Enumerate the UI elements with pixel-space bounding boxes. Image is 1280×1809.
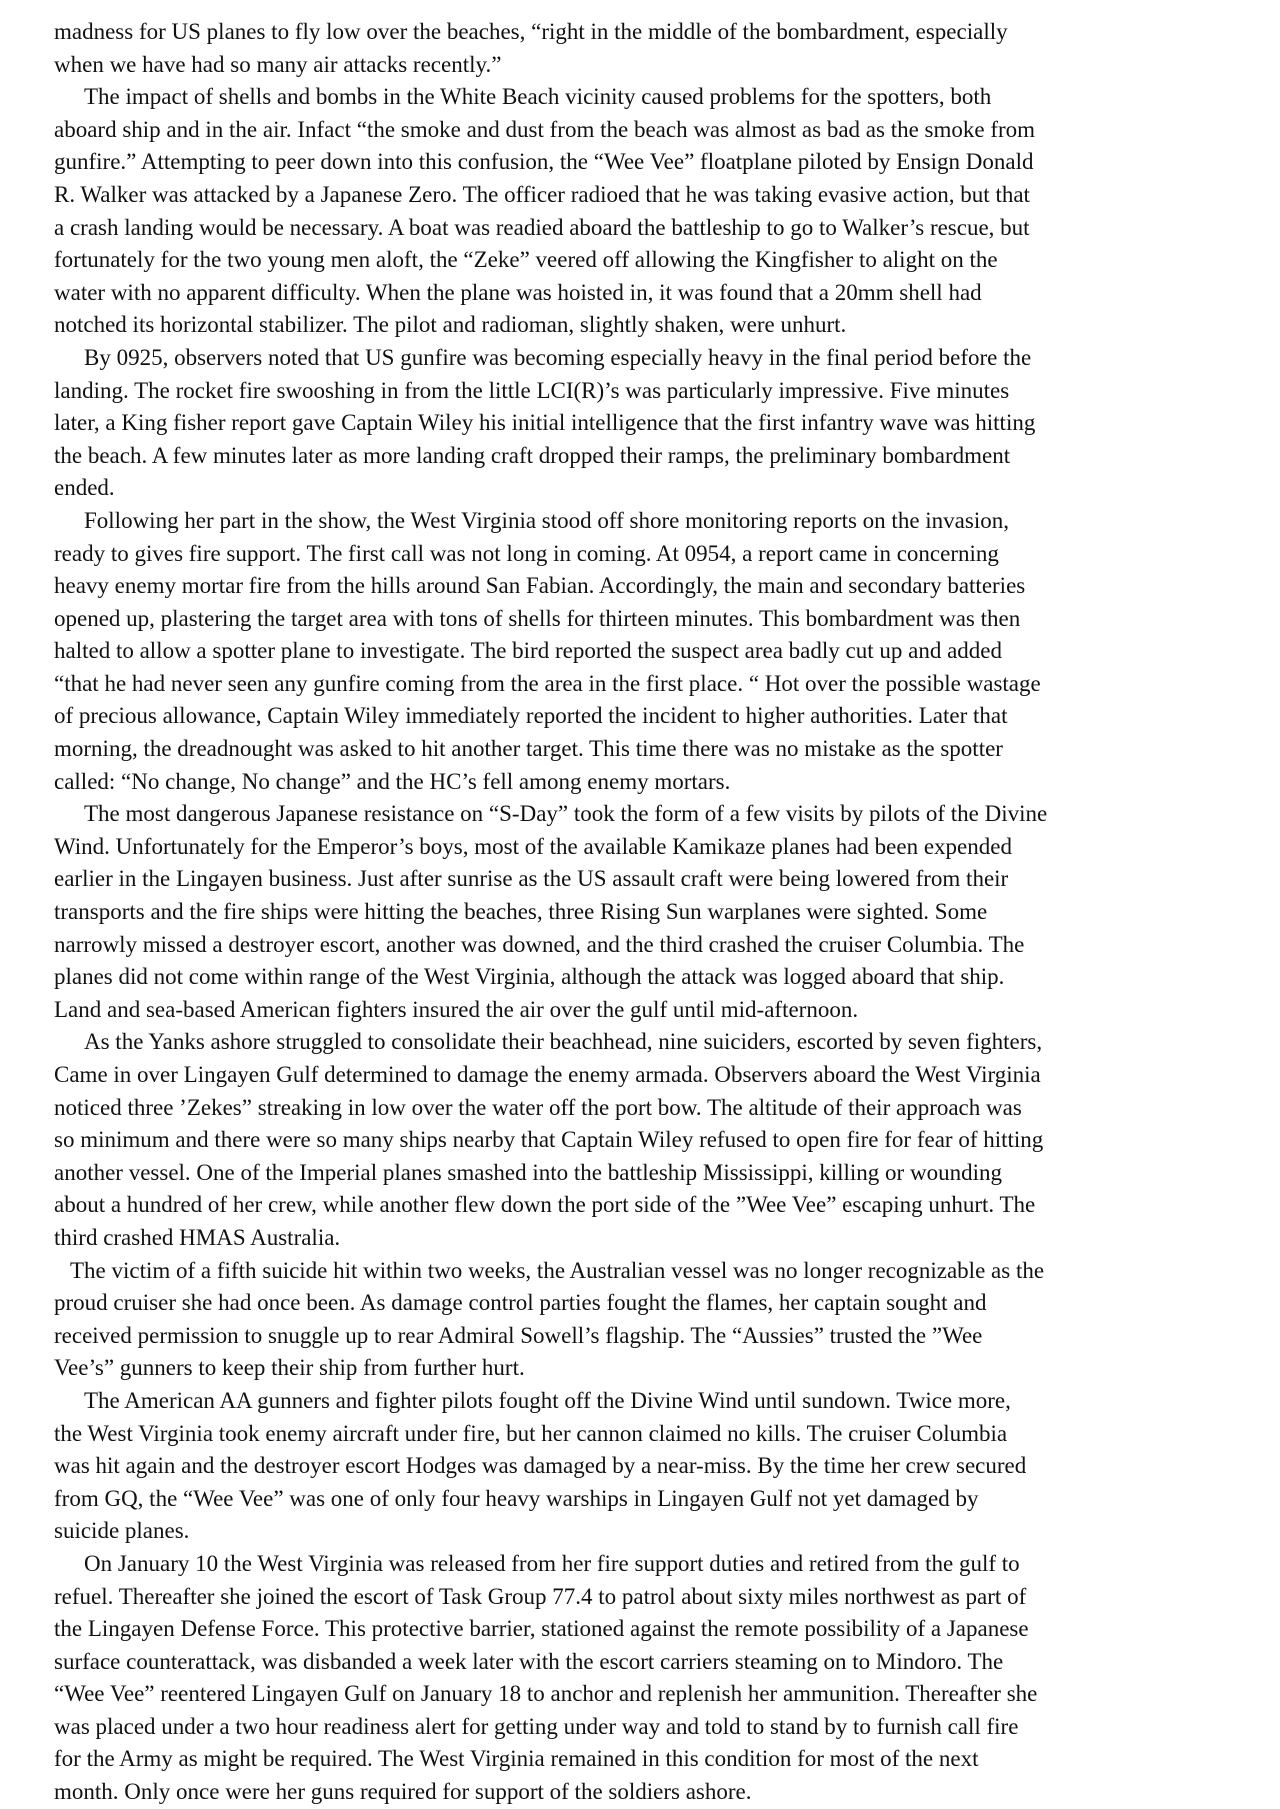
paragraph-start-line: The impact of shells and bombs in the White Beach vicinity caused problems for the spotters, both: [84, 84, 992, 110]
text-line: “that he had never seen any gunfire coming from the area in the first place. “ Hot over the possible wastage: [54, 670, 1041, 696]
text-line: the Lingayen Defense Force. This protective barrier, stationed against the remote possibility of a Japanese: [54, 1616, 1029, 1642]
text-line: third crashed HMAS Australia.: [54, 1224, 341, 1250]
text-line: “Wee Vee” reentered Lingayen Gulf on January 18 to anchor and replenish her ammunition. Thereafter she: [54, 1681, 1038, 1707]
text-line: a crash landing would be necessary. A boat was readied aboard the battleship to go to Walker’s rescue, but: [54, 214, 1030, 240]
text-line: was hit again and the destroyer escort Hodges was damaged by a near-miss. By the time her crew secured: [54, 1453, 1027, 1479]
text-line: later, a King fisher report gave Captain Wiley his initial intelligence that the first infantry wave was hitting: [54, 410, 1036, 436]
text-line: of precious allowance, Captain Wiley immediately reported the incident to higher authorities. Later that: [54, 703, 1008, 729]
text-line: opened up, plastering the target area with tons of shells for thirteen minutes. This bombardment was then: [54, 605, 1021, 631]
text-line: was placed under a two hour readiness alert for getting under way and told to stand by to furnish call fire: [54, 1713, 1019, 1739]
text-line: month. Only once were her guns required for support of the soldiers ashore.: [54, 1779, 752, 1805]
text-line: Land and sea-based American fighters insured the air over the gulf until mid-afternoon.: [54, 996, 859, 1022]
text-line: ready to gives fire support. The first call was not long in coming. At 0954, a report came in concerning: [54, 540, 999, 566]
text-line: proud cruiser she had once been. As damage control parties fought the flames, her captain sought and: [54, 1290, 987, 1316]
paragraph-start-line: The most dangerous Japanese resistance on “S-Day” took the form of a few visits by pilots of the Divine: [84, 801, 1048, 827]
text-line: called: “No change, No change” and the HC’s fell among enemy mortars.: [54, 768, 731, 794]
text-line: morning, the dreadnought was asked to hit another target. This time there was no mistake as the spotter: [54, 736, 1003, 762]
text-line: earlier in the Lingayen business. Just after sunrise as the US assault craft were being lowered from their: [54, 866, 1009, 892]
text-line: received permission to snuggle up to rear Admiral Sowell’s flagship. The “Aussies” trusted the ”Wee: [54, 1322, 983, 1348]
text-line: planes did not come within range of the West Virginia, although the attack was logged aboard that ship.: [54, 964, 1005, 990]
text-line: Vee’s” gunners to keep their ship from further hurt.: [54, 1355, 525, 1381]
text-line: transports and the fire ships were hitting the beaches, three Rising Sun warplanes were sighted. Some: [54, 899, 988, 925]
text-line: another vessel. One of the Imperial planes smashed into the battleship Mississippi, killing or wounding: [54, 1159, 1002, 1185]
text-line: notched its horizontal stabilizer. The pilot and radioman, slightly shaken, were unhurt.: [54, 312, 847, 338]
text-line: gunfire.” Attempting to peer down into this confusion, the “Wee Vee” floatplane piloted by Ensign Donald: [54, 149, 1034, 175]
text-line: surface counterattack, was disbanded a week later with the escort carriers steaming on to Mindoro. The: [54, 1648, 1004, 1674]
text-line: about a hundred of her crew, while another flew down the port side of the ”Wee Vee” escaping unhurt. The: [54, 1192, 1036, 1218]
text-line: for the Army as might be required. The West Virginia remained in this condition for most of the next: [54, 1746, 979, 1772]
text-line: suicide planes.: [54, 1518, 190, 1544]
text-line: Came in over Lingayen Gulf determined to damage the enemy armada. Observers aboard the West Virginia: [54, 1062, 1041, 1087]
text-line: Wind. Unfortunately for the Emperor’s boys, most of the available Kamikaze planes had been expended: [54, 833, 1012, 859]
text-line: heavy enemy mortar fire from the hills around San Fabian. Accordingly, the main and secondary batteries: [54, 573, 1026, 599]
text-line: aboard ship and in the air. Infact “the smoke and dust from the beach was almost as bad as the smoke from: [54, 116, 1036, 142]
text-line: landing. The rocket fire swooshing in from the little LCI(R)’s was particularly impressive. Five minutes: [54, 377, 1010, 403]
text-line: madness for US planes to fly low over the beaches, “right in the middle of the bombardment, especially: [54, 19, 1008, 44]
paragraph-start-line: By 0925, observers noted that US gunfire was becoming especially heavy in the final period before the: [84, 344, 1032, 370]
text-line: noticed three ’Zekes” streaking in low over the water off the port bow. The altitude of their approach was: [54, 1094, 1022, 1120]
paragraph-start-line: As the Yanks ashore struggled to consolidate their beachhead, nine suiciders, escorted by seven fighters,: [84, 1029, 1043, 1055]
text-line: when we have had so many air attacks recently.”: [54, 51, 502, 77]
paragraph-start-line: The victim of a fifth suicide hit within two weeks, the Australian vessel was no longer recognizable as the: [70, 1257, 1045, 1283]
text-line: ended.: [54, 475, 115, 501]
text-line: narrowly missed a destroyer escort, another was downed, and the third crashed the cruiser Columbia. The: [54, 931, 1025, 957]
text-line: so minimum and there were so many ships nearby that Captain Wiley refused to open fire for fear of hitting: [54, 1127, 1044, 1153]
text-line: R. Walker was attacked by a Japanese Zero. The officer radioed that he was taking evasive action, but that: [54, 181, 1030, 207]
text-line: halted to allow a spotter plane to investigate. The bird reported the suspect area badly cut up and added: [54, 638, 1003, 664]
paragraph-start-line: The American AA gunners and fighter pilots fought off the Divine Wind until sundown. Twice more,: [84, 1387, 1011, 1413]
text-line: fortunately for the two young men aloft, the “Zeke” veered off allowing the Kingfisher to alight on the: [54, 247, 998, 273]
paragraph-start-line: On January 10 the West Virginia was released from her fire support duties and retired from the gulf to: [84, 1550, 1020, 1576]
text-line: the West Virginia took enemy aircraft under fire, but her cannon claimed no kills. The cruiser Columbia: [54, 1420, 1008, 1446]
text-line: from GQ, the “Wee Vee” was one of only four heavy warships in Lingayen Gulf not yet damaged by: [54, 1485, 979, 1511]
text-line: the beach. A few minutes later as more landing craft dropped their ramps, the preliminary bombardment: [54, 442, 1011, 468]
text-line: water with no apparent difficulty. When the plane was hoisted in, it was found that a 20mm shell had: [54, 279, 982, 305]
paragraph-start-line: Following her part in the show, the West Virginia stood off shore monitoring reports on the invasion,: [84, 507, 1009, 533]
text-line: refuel. Thereafter she joined the escort of Task Group 77.4 to patrol about sixty miles northwest as part of: [54, 1583, 1027, 1609]
